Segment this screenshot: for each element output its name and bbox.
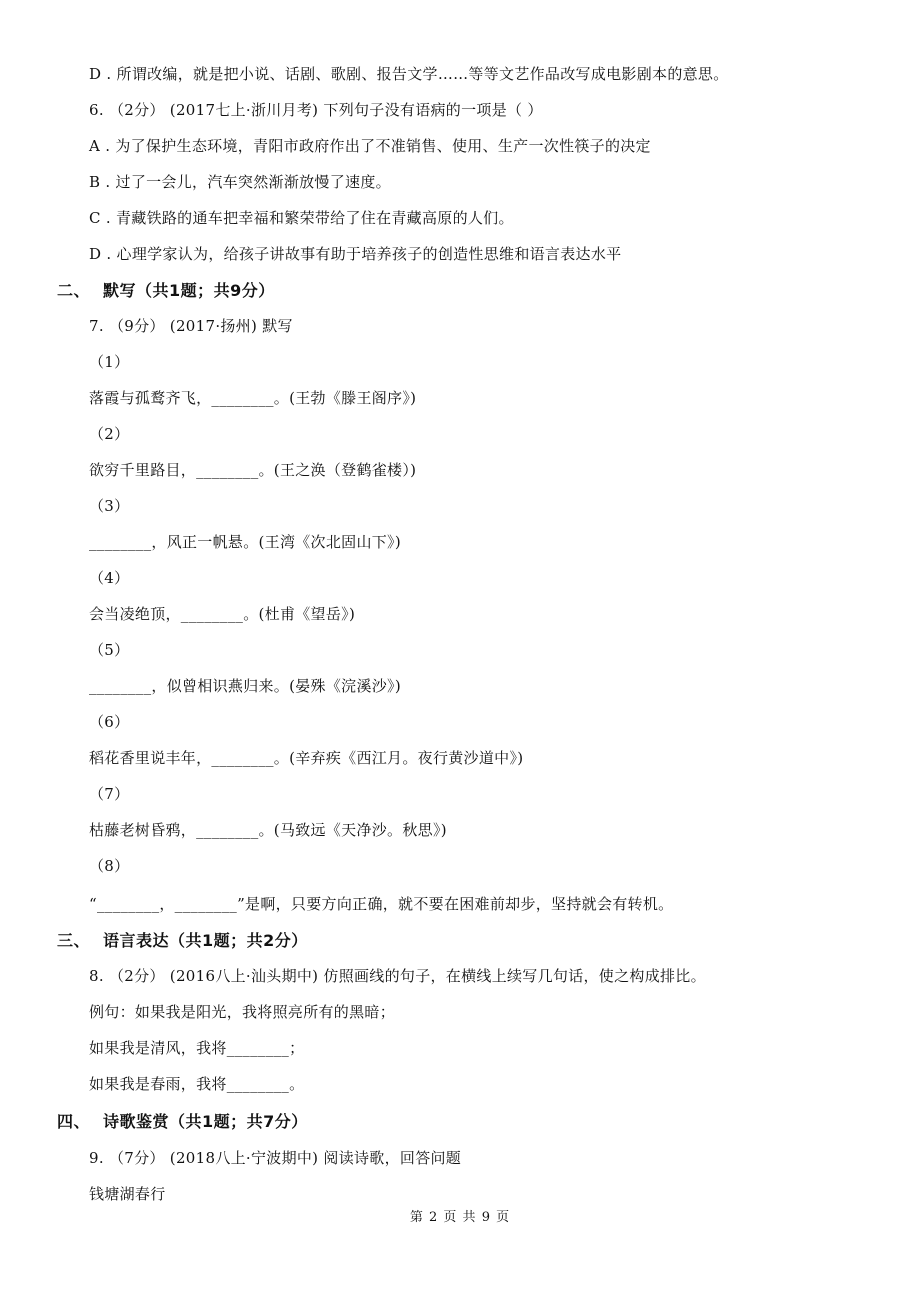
q8-example: 例句：如果我是阳光，我将照亮所有的黑暗； xyxy=(89,1003,396,1021)
q7-item-text: 落霞与孤鹜齐飞，________。(王勃《滕王阁序》) xyxy=(89,389,417,407)
q8-answer-line-1: 如果我是清风，我将________； xyxy=(89,1039,305,1057)
q7-item-number: （6） xyxy=(89,713,130,731)
q8-answer-line-2: 如果我是春雨，我将________。 xyxy=(89,1075,305,1093)
section-heading-3 xyxy=(57,930,308,952)
q7-item-text: 枯藤老树昏鸦，________。(马致远《天净沙。秋思》) xyxy=(89,821,447,839)
q7-item-number: （2） xyxy=(89,425,130,443)
section-number: 四、 xyxy=(57,1112,91,1131)
q7-item-text: ________，风正一帆悬。(王湾《次北固山下》) xyxy=(89,533,402,551)
section-title: 语言表达（共1题；共2分） xyxy=(103,931,308,950)
q6-option-c: C . 青藏铁路的通车把幸福和繁荣带给了住在青藏高原的人们。 xyxy=(89,209,514,227)
section-title: 诗歌鉴赏（共1题；共7分） xyxy=(103,1112,308,1131)
q7-item-text: 欲穷千里路目，________。(王之涣（登鹤雀楼）) xyxy=(89,461,417,479)
section-heading-4 xyxy=(57,1111,308,1133)
q9-poem-title: 钱塘湖春行 xyxy=(89,1185,166,1203)
section-title: 默写（共1题；共9分） xyxy=(103,281,275,300)
q6-option-a: A . 为了保护生态环境，青阳市政府作出了不准销售、使用、生产一次性筷子的决定 xyxy=(89,137,651,155)
page-footer: 第 2 页 共 9 页 xyxy=(409,1210,511,1225)
section-number: 三、 xyxy=(57,931,91,950)
q8-stem: 8. （2分） (2016八上·汕头期中) 仿照画线的句子，在横线上续写几句话，使之构成排比。 xyxy=(89,967,706,985)
q7-item-text: ________，似曾相识燕归来。(晏殊《浣溪沙》) xyxy=(89,677,402,695)
section-number: 二、 xyxy=(57,281,91,300)
q7-stem: 7. （9分） (2017·扬州) 默写 xyxy=(89,317,293,335)
q6-option-d: D . 心理学家认为，给孩子讲故事有助于培养孩子的创造性思维和语言表达水平 xyxy=(89,245,622,263)
q6-option-b: B . 过了一会儿，汽车突然渐渐放慢了速度。 xyxy=(89,173,391,191)
q7-item-text: “________，________”是啊，只要方向正确，就不要在困难前却步，坚持就会有转机。 xyxy=(89,895,674,913)
q5-option-d: D . 所谓改编，就是把小说、话剧、歌剧、报告文学……等等文艺作品改写成电影剧本的意思。 xyxy=(89,65,729,83)
q7-item-number: （1） xyxy=(89,353,130,371)
q7-item-number: （4） xyxy=(89,569,130,587)
q7-item-text: 稻花香里说丰年，________。(辛弃疾《西江月。夜行黄沙道中》) xyxy=(89,749,524,767)
q7-item-number: （7） xyxy=(89,785,130,803)
q7-item-number: （8） xyxy=(89,857,130,875)
q7-item-text: 会当凌绝顶，________。(杜甫《望岳》) xyxy=(89,605,356,623)
q7-item-number: （5） xyxy=(89,641,130,659)
q6-stem: 6. （2分） (2017七上·浙川月考) 下列句子没有语病的一项是（ ） xyxy=(89,101,543,119)
q7-item-number: （3） xyxy=(89,497,130,515)
section-heading-2 xyxy=(57,280,275,302)
q9-stem: 9. （7分） (2018八上·宁波期中) 阅读诗歌，回答问题 xyxy=(89,1149,462,1167)
